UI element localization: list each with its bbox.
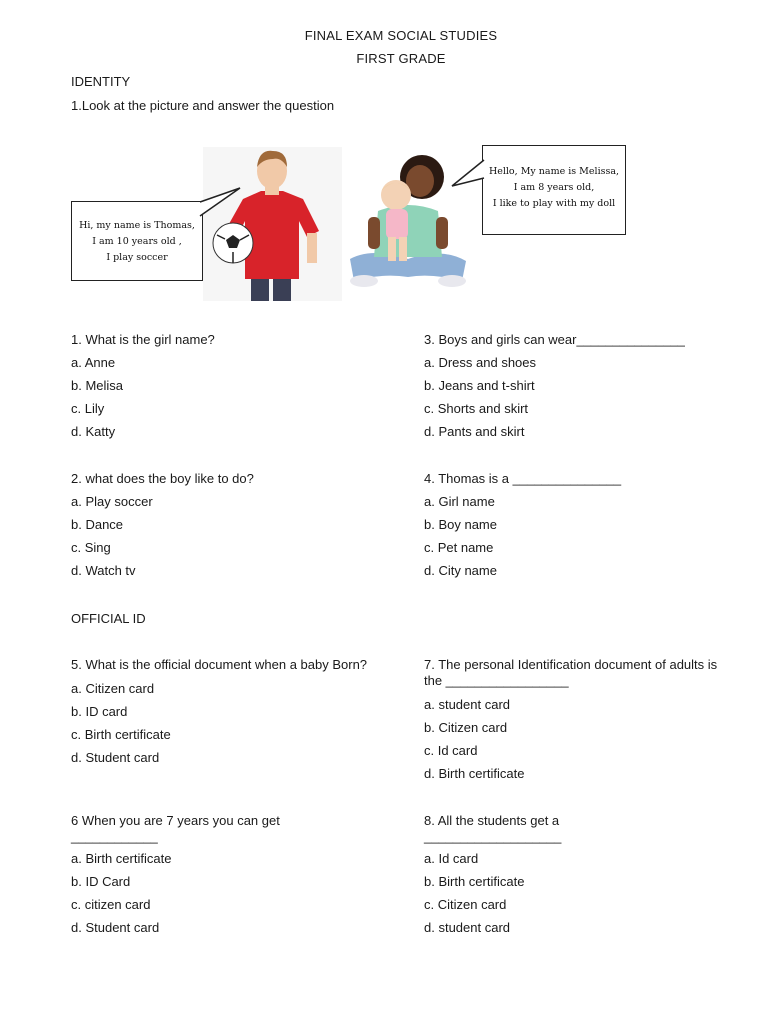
- question-text: 8. All the students get a ___________________: [424, 813, 562, 844]
- answer-option[interactable]: b. Jeans and t-shirt: [424, 378, 535, 393]
- boy-bubble-line: I play soccer: [106, 252, 168, 263]
- question-text: 1. What is the girl name?: [71, 332, 215, 347]
- question-text: 3. Boys and girls can wear_______________: [424, 332, 685, 347]
- answer-option[interactable]: c. Birth certificate: [71, 727, 171, 742]
- question-2: [71, 471, 391, 579]
- answer-option[interactable]: a. Anne: [71, 355, 116, 370]
- answer-option[interactable]: a. Girl name: [424, 494, 495, 509]
- answer-option[interactable]: c. Shorts and skirt: [424, 401, 529, 416]
- girl-bubble-tail: [448, 154, 488, 190]
- answer-option[interactable]: a. Dress and shoes: [424, 355, 537, 370]
- answer-option[interactable]: b. Melisa: [71, 378, 124, 393]
- answer-option[interactable]: b. ID card: [71, 704, 128, 719]
- question-3: [424, 332, 744, 440]
- answer-option[interactable]: d. Birth certificate: [424, 766, 525, 781]
- answer-option[interactable]: a. student card: [424, 697, 510, 712]
- answer-option[interactable]: a. Birth certificate: [71, 851, 172, 866]
- question-8: [424, 813, 624, 936]
- answer-option[interactable]: c. citizen card: [71, 897, 151, 912]
- question-6: [71, 813, 333, 936]
- answer-option[interactable]: b. Dance: [71, 517, 124, 532]
- boy-photo: [203, 147, 342, 301]
- answer-option[interactable]: a. Id card: [424, 851, 479, 866]
- answer-option[interactable]: d. City name: [424, 563, 497, 578]
- question-5: [71, 657, 391, 766]
- girl-speech-bubble: [482, 145, 626, 235]
- question-text: 6 When you are 7 years you can get ____________: [71, 813, 280, 844]
- answer-option[interactable]: d. Watch tv: [71, 563, 136, 578]
- boy-bubble-line: I am 10 years old ,: [92, 236, 182, 247]
- question-text: 7. The personal Identification document of adults is the _________________: [424, 657, 718, 688]
- boy-bubble-line: Hi, my name is Thomas,: [79, 220, 195, 231]
- answer-option[interactable]: a. Play soccer: [71, 494, 153, 509]
- girl-bubble-line: Hello, My name is Melissa,: [488, 166, 620, 177]
- section-heading-identity: IDENTITY: [71, 74, 131, 89]
- girl-bubble-line: I am 8 years old,: [513, 182, 595, 193]
- exam-grade: FIRST GRADE: [356, 51, 446, 66]
- instruction-text: 1.Look at the picture and answer the question: [71, 98, 335, 113]
- answer-option[interactable]: d. student card: [424, 920, 510, 935]
- section-heading-official-id: OFFICIAL ID: [71, 611, 146, 626]
- question-text: 4. Thomas is a _______________: [424, 471, 622, 486]
- question-4: [424, 471, 744, 579]
- question-7: [424, 657, 724, 782]
- answer-option[interactable]: d. Student card: [71, 920, 160, 935]
- boy-speech-bubble: [71, 201, 203, 281]
- boy-bubble-tail: [196, 186, 246, 222]
- question-text: 2. what does the boy like to do?: [71, 471, 254, 486]
- answer-option[interactable]: b. ID Card: [71, 874, 131, 889]
- answer-option[interactable]: c. Sing: [71, 540, 111, 555]
- answer-option[interactable]: d. Pants and skirt: [424, 424, 525, 439]
- answer-option[interactable]: c. Id card: [424, 743, 478, 758]
- answer-option[interactable]: c. Pet name: [424, 540, 494, 555]
- question-1: [71, 332, 391, 440]
- answer-option[interactable]: b. Boy name: [424, 517, 497, 532]
- answer-option[interactable]: d. Katty: [71, 424, 116, 439]
- exam-title: FINAL EXAM SOCIAL STUDIES: [304, 28, 498, 43]
- answer-option[interactable]: b. Birth certificate: [424, 874, 525, 889]
- answer-option[interactable]: d. Student card: [71, 750, 160, 765]
- answer-option[interactable]: c. Lily: [71, 401, 105, 416]
- question-text: 5. What is the official document when a baby Born?: [71, 657, 368, 672]
- answer-option[interactable]: b. Citizen card: [424, 720, 508, 735]
- answer-option[interactable]: c. Citizen card: [424, 897, 507, 912]
- girl-bubble-line: I like to play with my doll: [492, 198, 616, 209]
- answer-option[interactable]: a. Citizen card: [71, 681, 155, 696]
